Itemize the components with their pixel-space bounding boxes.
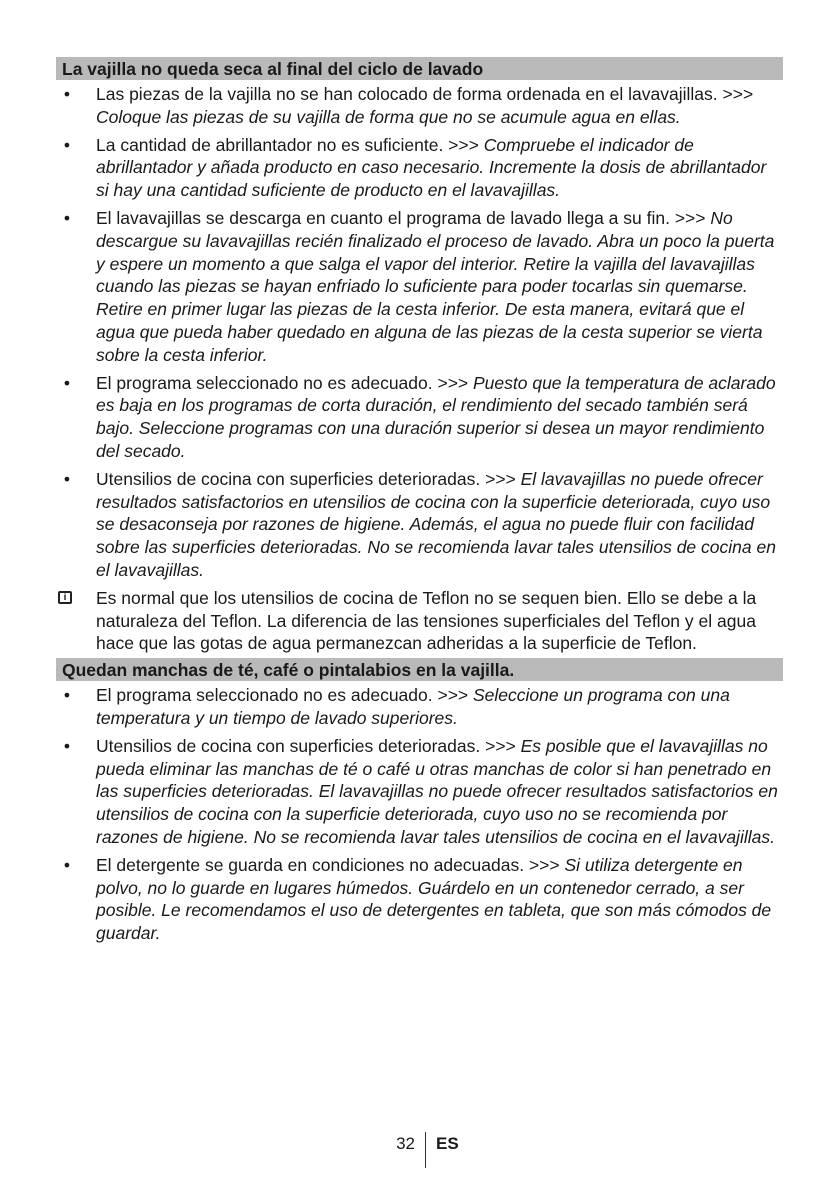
item-solution: Es posible que el lavavajillas no pueda eliminar las manchas de té o café u otras manchas de color si han penetrado en las superficies deterioradas. El lavavajillas no puede ofrecer resultados satisfactorios en utensilios de cocina con la superficie deteriorada, cuyo uso no se recomienda por razones de higiene. No se recomienda lavar tales utensilios de cocina en el lavavajillas. <box>96 735 778 847</box>
section-stains <box>56 658 783 945</box>
bullet-icon: • <box>63 372 71 393</box>
item-cause: El detergente se guarda en condiciones no adecuadas. >>> <box>96 854 565 875</box>
bullet-icon: • <box>63 854 71 875</box>
page-footer <box>0 1130 840 1170</box>
item-solution: Si utiliza detergente en polvo, no lo guarde en lugares húmedos. Guárdelo en un contenedor cerrado, a ser posible. Le recomendamos el uso de detergentes en tableta, que son más cómodos de guardar. <box>96 854 772 944</box>
bullet-icon: • <box>63 84 71 104</box>
page-content <box>56 57 783 950</box>
bullet-icon: • <box>63 207 71 228</box>
list-item <box>56 372 783 463</box>
item-cause: La cantidad de abrillantador no es suficiente. >>> <box>96 134 484 155</box>
bullet-icon: • <box>63 685 71 706</box>
bullet-icon: • <box>63 735 71 756</box>
item-cause: El lavavajillas se descarga en cuanto el programa de lavado llega a su fin. >>> <box>96 207 711 228</box>
bullet-icon: • <box>63 134 71 155</box>
language-code: ES <box>436 1134 459 1153</box>
item-cause: Las piezas de la vajilla no se han colocado de forma ordenada en el lavavajillas. >>> <box>96 84 754 104</box>
list-item <box>56 134 783 202</box>
list-item <box>56 735 783 849</box>
list-item <box>56 83 783 129</box>
footer-divider <box>425 1132 426 1168</box>
item-solution: El lavavajillas no puede ofrecer resultados satisfactorios en utensilios de cocina con la superficie deteriorada, cuyo uso se desaconseja por razones de higiene. Además, el agua no puede fluir con facilidad sobre las superficies deterioradas. No se recomienda lavar tales utensilios de cocina en el lavavajillas. <box>96 468 776 580</box>
item-cause: El programa seleccionado no es adecuado. >>> <box>96 372 473 393</box>
note-text: Es normal que los utensilios de cocina de Teflon no se sequen bien. Ello se debe a la naturaleza del Teflon. La diferencia de las tensiones superficiales del Teflon y el agua hace que las gotas de agua permanezcan adheridas a la superficie de Teflon. <box>96 587 757 654</box>
item-cause: Utensilios de cocina con superficies deterioradas. >>> <box>96 468 521 489</box>
item-cause: El programa seleccionado no es adecuado. >>> <box>96 685 473 706</box>
list-item <box>56 854 783 945</box>
section-header: Quedan manchas de té, café o pintalabios en la vajilla. <box>56 658 783 681</box>
page-number: 32 <box>396 1134 415 1153</box>
bullet-icon: • <box>63 468 71 489</box>
item-cause: Utensilios de cocina con superficies deterioradas. >>> <box>96 735 521 756</box>
item-solution: Seleccione un programa con una temperatura y un tiempo de lavado superiores. <box>96 685 730 728</box>
item-solution: No descargue su lavavajillas recién finalizado el proceso de lavado. Abra un poco la puerta y espere un momento a que salga el vapor del interior. Retire la vajilla del lavavajillas cuando las piezas se hayan enfriado lo suficiente para poder tocarlas sin quemarse. Retire en primer lugar las piezas de la cesta inferior. De esta manera, evitará que el agua que pueda haber quedado en alguna de las piezas de la cesta superior se vierta sobre la cesta inferior. <box>96 207 775 365</box>
info-note <box>56 587 783 655</box>
list-item <box>56 468 783 582</box>
item-solution: Coloque las piezas de su vajilla de forma que no se acumule agua en ellas. <box>96 106 681 127</box>
item-solution: Puesto que la temperatura de aclarado es baja en los programas de corta duración, el rendimiento del secado también será bajo. Seleccione programas con una duración superior si desea un mayor rendimiento del secado. <box>96 372 776 461</box>
item-solution: Compruebe el indicador de abrillantador y añada producto en caso necesario. Incremente la dosis de abrillantador si hay una cantidad suficiente de producto en el lavavajillas. <box>96 134 767 201</box>
list-item <box>56 684 783 730</box>
list-item <box>56 207 783 367</box>
info-icon: i <box>58 591 72 604</box>
section-not-dry <box>56 57 783 655</box>
section-header: La vajilla no queda seca al final del ciclo de lavado <box>56 57 783 80</box>
